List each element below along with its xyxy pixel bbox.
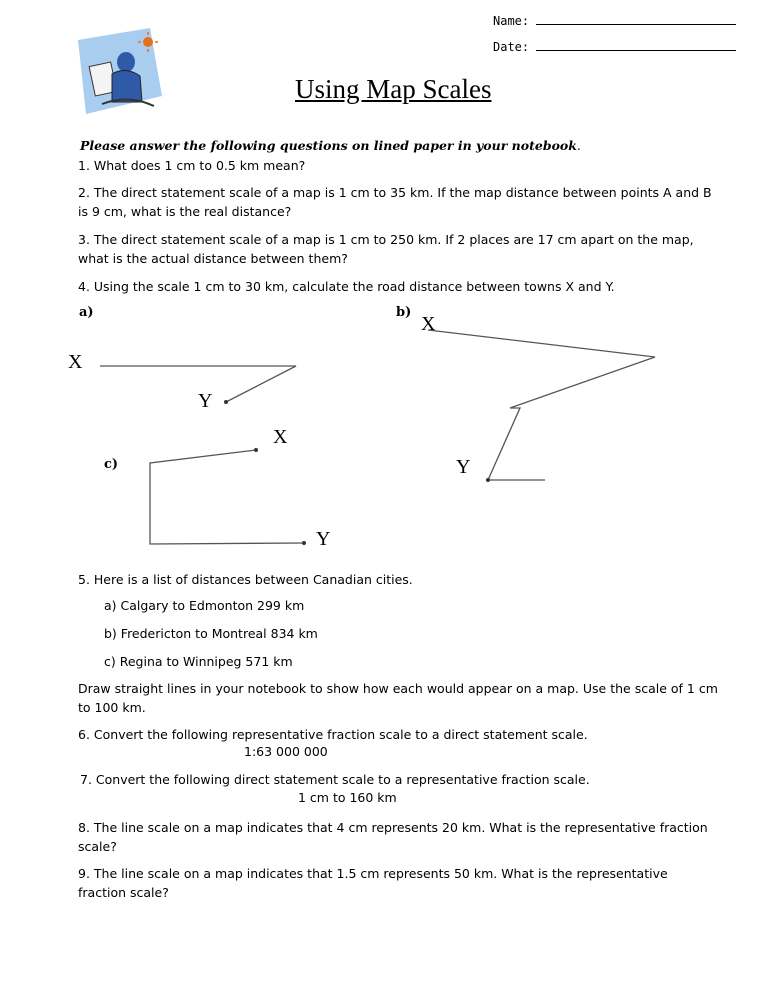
diagram-b-y-label: Y	[456, 456, 471, 478]
question-3: 3. The direct statement scale of a map is 1 cm to 250 km. If 2 places are 17 cm apart on the map, what is the actual distance between them?	[78, 232, 694, 266]
road-c-line	[150, 450, 304, 544]
instructions-period: .	[576, 138, 581, 153]
question-5: 5. Here is a list of distances between Canadian cities.	[78, 572, 413, 587]
road-b-end-dot	[486, 478, 490, 482]
question-5-item-a: a) Calgary to Edmonton 299 km	[104, 598, 305, 613]
road-c-start-dot	[254, 448, 258, 452]
question-9: 9. The line scale on a map indicates that 1.5 cm represents 50 km. What is the representative fraction scale?	[78, 866, 668, 900]
question-6-value: 1:63 000 000	[244, 744, 328, 759]
question-7-value: 1 cm to 160 km	[298, 790, 397, 805]
diagram-c-label: c)	[104, 457, 119, 472]
road-c-end-dot	[302, 541, 306, 545]
question-7: 7. Convert the following direct statement scale to a representative fraction scale.	[80, 772, 590, 787]
question-6: 6. Convert the following representative fraction scale to a direct statement scale.	[78, 727, 588, 742]
diagram-a-x-label: X	[68, 351, 83, 373]
diagram-b-label: b)	[396, 305, 412, 320]
diagram-c-x-label: X	[273, 426, 288, 448]
question-2: 2. The direct statement scale of a map is 1 cm to 35 km. If the map distance between points A and B is 9 cm, what is the real distance?	[78, 185, 712, 219]
diagram-c-y-label: Y	[316, 528, 331, 550]
diagram-a-y-label: Y	[198, 390, 213, 412]
name-label: Name:	[493, 14, 530, 28]
road-a-end-dot	[224, 400, 228, 404]
date-label: Date:	[493, 40, 530, 54]
question-1: 1. What does 1 cm to 0.5 km mean?	[78, 158, 306, 173]
diagram-b-x-label: X	[421, 313, 436, 335]
question-4: 4. Using the scale 1 cm to 30 km, calculate the road distance between towns X and Y.	[78, 279, 615, 294]
question-5-item-c: c) Regina to Winnipeg 571 km	[104, 654, 293, 669]
question-5-follow: Draw straight lines in your notebook to show how each would appear on a map. Use the scale of 1 cm to 100 km.	[78, 681, 718, 715]
question-8: 8. The line scale on a map indicates that 4 cm represents 20 km. What is the representative fraction scale?	[78, 820, 708, 854]
instructions-bold: Please answer the following questions on lined paper in your notebook	[80, 138, 577, 153]
page-title: Using Map Scales	[295, 74, 492, 104]
diagram-a-label: a)	[79, 305, 94, 320]
question-5-item-b: b) Fredericton to Montreal 834 km	[104, 626, 318, 641]
